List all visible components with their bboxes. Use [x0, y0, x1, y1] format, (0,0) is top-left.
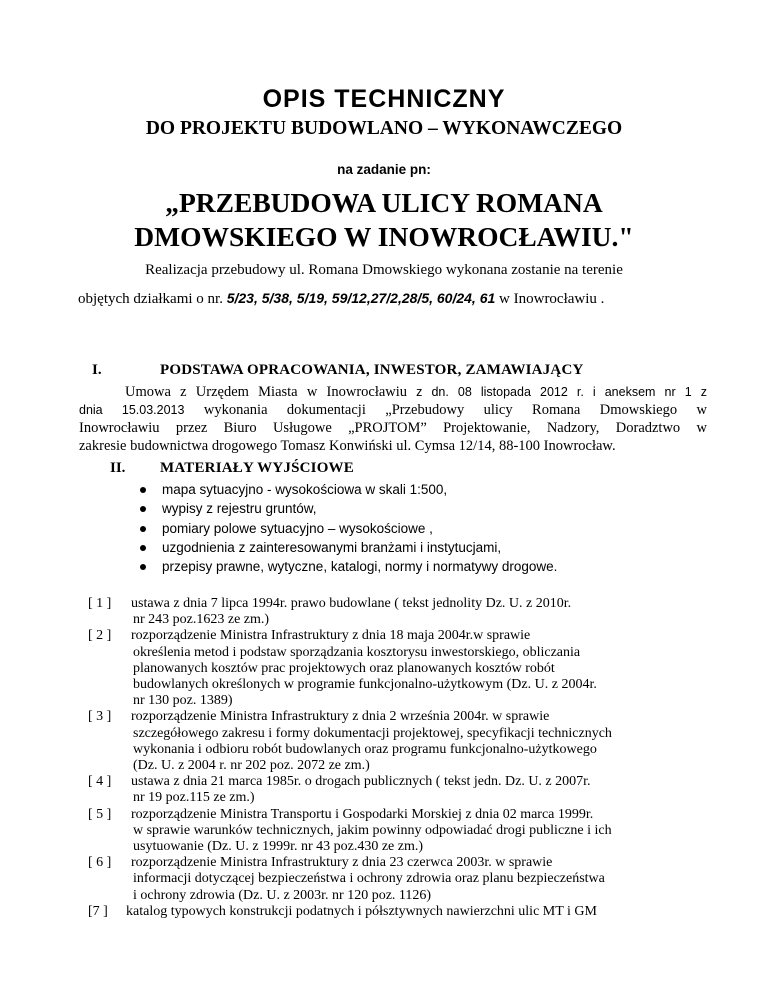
- bullet-icon: [140, 564, 146, 570]
- reference-line: katalog typowych konstrukcji podatnych i półsztywnych nawierzchni ulic MT i GM: [126, 903, 597, 919]
- section-1-paragraph-line-3: [79, 420, 707, 437]
- section-1-text-3: Inowrocławiu przez Biuro Usługowe „PROJTOM” Projektowanie, Nadzory, Doradztwo w: [79, 420, 707, 436]
- reference-number: [ 1 ]: [88, 596, 112, 611]
- reference-line: wykonania i odbioru robót budowlanych oraz programu funkcjonalno-użytkowego: [133, 741, 597, 757]
- reference-item: [88, 904, 728, 920]
- section-1-text-1b: z dn. 08 listopada 2012 r. i aneksem nr 1 z: [407, 385, 707, 399]
- reference-line: nr 130 poz. 1389): [133, 693, 233, 709]
- document-title: OPIS TECHNICZNY: [262, 85, 506, 113]
- reference-line: (Dz. U. z 2004 r. nr 202 poz. 2072 ze zm.): [133, 758, 370, 774]
- section-1-text-1a: Umowa z Urzędem Miasta w Inowrocławiu: [125, 384, 408, 400]
- reference-line: rozporządzenie Ministra Infrastruktury z dnia 23 czerwca 2003r. w sprawie: [131, 855, 553, 871]
- section-2-title: MATERIAŁY WYJŚCIOWE: [160, 460, 354, 476]
- list-item-text: wypisy z rejestru gruntów,: [162, 501, 317, 517]
- section-1-number: I.: [92, 362, 102, 378]
- reference-item: [88, 774, 728, 806]
- section-2-number: II.: [110, 460, 126, 476]
- reference-line: nr 19 poz.115 ze zm.): [133, 790, 255, 806]
- reference-line: rozporządzenie Ministra Transportu i Gospodarki Morskiej z dnia 02 marca 1999r.: [131, 806, 594, 822]
- section-1-title: PODSTAWA OPRACOWANIA, INWESTOR, ZAMAWIAJĄCY: [160, 362, 584, 378]
- reference-line: rozporządzenie Ministra Infrastruktury z dnia 18 maja 2004r.w sprawie: [131, 628, 531, 644]
- project-name-line-2: DMOWSKIEGO W INOWROCŁAWIU.": [134, 221, 634, 252]
- section-1-text-2a: dnia 15.03.2013: [79, 403, 185, 417]
- reference-number: [ 6 ]: [88, 855, 112, 871]
- list-item: [140, 538, 557, 557]
- references-list: [88, 596, 728, 920]
- reference-item: [88, 596, 728, 628]
- reference-line: i ochrony zdrowia (Dz. U. z 2003r. nr 120 poz. 1126): [133, 887, 432, 903]
- list-item-text: uzgodnienia z zainteresowanymi branżami i instytucjami,: [162, 539, 502, 555]
- reference-line: usytuowanie (Dz. U. z 1999r. nr 43 poz.430 ze zm.): [133, 839, 424, 855]
- document-subtitle: DO PROJEKTU BUDOWLANO – WYKONAWCZEGO: [145, 118, 623, 139]
- reference-line: budowlanych określonych w programie funkcjonalno-użytkowym (Dz. U. z 2004r.: [133, 677, 597, 693]
- reference-line: w sprawie warunków technicznych, jakim powinny odpowiadać drogi publiczne i ich: [133, 822, 612, 838]
- section-1-text-2b: wykonania dokumentacji „Przebudowy ulicy Romana Dmowskiego w: [184, 402, 707, 418]
- list-item-text: mapa sytuacyjno - wysokościowa w skali 1:500,: [162, 482, 448, 497]
- project-name: [0, 186, 768, 254]
- reference-item: [88, 855, 728, 904]
- intro-line-2: [78, 290, 604, 308]
- reference-line: planowanych kosztów prac projektowych oraz planowanych kosztów robót: [133, 660, 555, 676]
- reference-number: [ 3 ]: [88, 709, 112, 725]
- section-1-text-4: zakresie budownictwa drogowego Tomasz Konwiński ul. Cymsa 12/14, 88-100 Inowrocław.: [79, 438, 616, 454]
- section-1-paragraph-line-1: [79, 384, 707, 401]
- project-name-line-1: „PRZEBUDOWA ULICY ROMANA: [165, 187, 603, 218]
- list-item-text: przepisy prawne, wytyczne, katalogi, normy i normatywy drogowe.: [162, 559, 558, 575]
- materials-list: [140, 480, 557, 576]
- list-item: [140, 499, 557, 518]
- list-item: [140, 519, 557, 538]
- list-item: [140, 480, 557, 499]
- bullet-icon: [140, 487, 146, 493]
- intro-line-2-start: objętych działkami o nr.: [78, 291, 227, 307]
- reference-line: ustawa z dnia 21 marca 1985r. o drogach publicznych ( tekst jedn. Dz. U. z 2007r.: [131, 774, 591, 790]
- reference-item: [88, 709, 728, 774]
- reference-line: rozporządzenie Ministra Infrastruktury z dnia 2 września 2004r. w sprawie: [131, 709, 550, 725]
- section-1-paragraph-line-4: [79, 438, 707, 455]
- reference-line: informacji dotyczącej bezpieczeństwa i ochrony zdrowia oraz planu bezpieczeństwa: [133, 871, 605, 887]
- reference-number: [ 2 ]: [88, 628, 112, 644]
- bullet-icon: [140, 506, 146, 512]
- reference-line: ustawa z dnia 7 lipca 1994r. prawo budowlane ( tekst jednolity Dz. U. z 2010r.: [131, 596, 572, 611]
- list-item: [140, 557, 557, 576]
- plot-numbers: 5/23, 5/38, 5/19, 59/12,27/2,28/5, 60/24, 61: [226, 290, 496, 306]
- bullet-icon: [140, 526, 146, 532]
- reference-item: [88, 628, 728, 709]
- intro-line-1: Realizacja przebudowy ul. Romana Dmowskiego wykonana zostanie na terenie: [145, 262, 623, 278]
- section-1-paragraph-line-2: [79, 402, 707, 419]
- reference-line: szczegółowego zakresu i formy dokumentacji projektowej, specyfikacji technicznych: [133, 725, 612, 741]
- reference-number: [ 4 ]: [88, 774, 112, 790]
- reference-line: nr 243 poz.1623 ze zm.): [133, 612, 270, 628]
- reference-item: [88, 807, 728, 856]
- reference-number: [7 ]: [88, 903, 108, 919]
- reference-line: określenia metod i podstaw sporządzania kosztorysu inwestorskiego, obliczania: [133, 644, 581, 660]
- reference-number: [ 5 ]: [88, 806, 112, 822]
- task-label: na zadanie pn:: [337, 162, 431, 177]
- intro-line-2-end: w Inowrocławiu .: [495, 291, 605, 307]
- list-item-text: pomiary polowe sytuacyjno – wysokościowe ,: [162, 520, 433, 536]
- bullet-icon: [140, 545, 146, 551]
